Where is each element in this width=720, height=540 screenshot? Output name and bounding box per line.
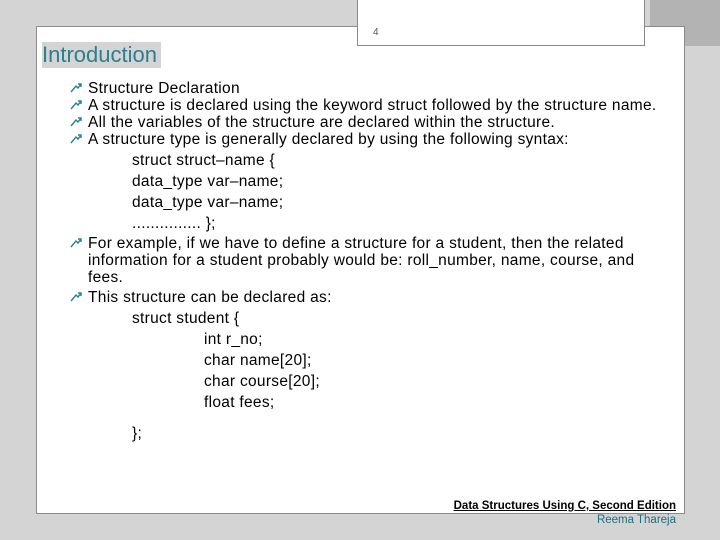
footer-book-title: Data Structures Using C, Second Edition bbox=[453, 500, 676, 512]
bullet-text: A structure type is generally declared by using the following syntax: bbox=[88, 131, 569, 148]
arrow-bullet-icon bbox=[70, 291, 82, 303]
page-number-box bbox=[357, 0, 645, 46]
example-close: }; bbox=[132, 425, 143, 442]
syntax-line: data_type var–name; bbox=[132, 194, 284, 211]
bullet-item bbox=[70, 114, 670, 131]
bullet-text: For example, if we have to define a structure for a student, then the related information for a student probably would be: roll_number, name, course, and fees. bbox=[88, 235, 635, 286]
example-member: char course[20]; bbox=[204, 373, 320, 390]
bullet-text: All the variables of the structure are declared within the structure. bbox=[88, 114, 555, 131]
arrow-bullet-icon bbox=[70, 237, 82, 249]
arrow-bullet-icon bbox=[70, 82, 82, 94]
bullet-text: This structure can be declared as: bbox=[88, 289, 332, 306]
bullet-text: Structure Declaration bbox=[88, 80, 240, 97]
bullet-item bbox=[70, 131, 670, 148]
arrow-bullet-icon bbox=[70, 116, 82, 128]
example-member: float fees; bbox=[204, 394, 275, 411]
footer-author: Reema Thareja bbox=[596, 514, 676, 526]
arrow-bullet-icon bbox=[70, 99, 82, 111]
bullet-item bbox=[70, 235, 670, 286]
slide-title: Introduction bbox=[42, 42, 161, 68]
example-open: struct student { bbox=[132, 310, 240, 327]
bullet-item bbox=[70, 289, 670, 306]
slide-content bbox=[70, 80, 670, 442]
bullet-item bbox=[70, 97, 670, 114]
bullet-text: A structure is declared using the keyword struct followed by the structure name. bbox=[88, 97, 657, 114]
page-number: 4 bbox=[373, 27, 379, 38]
example-member: int r_no; bbox=[204, 331, 263, 348]
arrow-bullet-icon bbox=[70, 133, 82, 145]
footer bbox=[454, 499, 676, 527]
syntax-line: ............... }; bbox=[132, 215, 216, 232]
bullet-item bbox=[70, 80, 670, 97]
example-member: char name[20]; bbox=[204, 352, 312, 369]
syntax-line: data_type var–name; bbox=[132, 173, 284, 190]
syntax-line: struct struct–name { bbox=[132, 152, 275, 169]
